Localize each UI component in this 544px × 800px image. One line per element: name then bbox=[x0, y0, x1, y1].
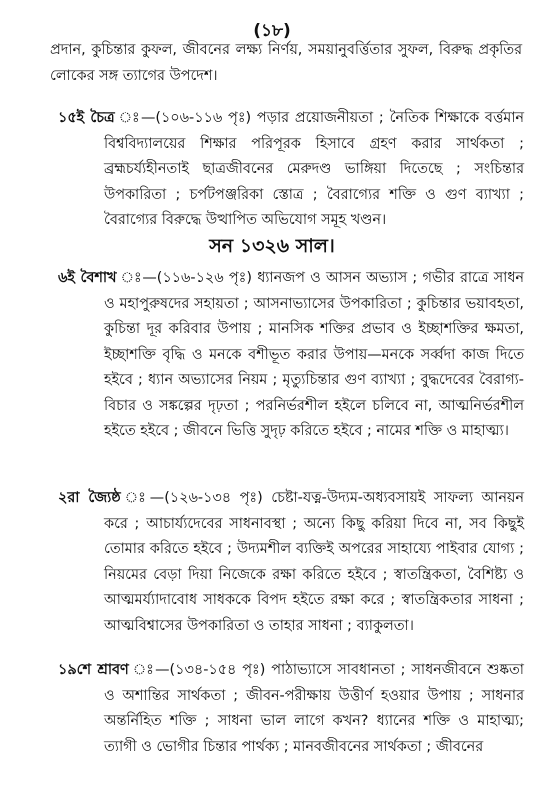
page-number: (১৮) bbox=[253, 21, 291, 41]
intro-paragraph: প্রদান, কুচিন্তার কুফল, জীবনের লক্ষ্য নির্ণয়, সময়ানুবর্ত্তিতার সুফল, বিরুদ্ধ প্রকৃতির লোকের সঙ্গ ত্যাগের উপদেশ। bbox=[50, 42, 522, 84]
entry-text: ঃ—(১২৬-১৩৪ পৃঃ) চেষ্টা-যত্ন-উদ্যম-অধ্যবসায়ই সাফল্য আনয়ন করে ; আচার্য্যদেবের সাধনাবস্থা ; অন্যে কিছু করিয়া দিবে না, সব কিছুই তোমার করিতে হইবে ; উদ্যমশীল ব্যক্তিই অপরের সাহায্যে পাইবার যোগ্য ; নিয়মের বেড়া দিয়া নিজেকে রক্ষা করিতে হইবে ; স্বাতন্ত্রিকতা, বৈশিষ্ট্য ও আত্মমর্য্যাদাবোধ সাধককে বিপদ হইতে রক্ষা করে ; স্বাতন্ত্রিকতার সাধনা ; আত্মবিশ্বাসের উপকারিতা ও তাহার সাধনা ; ব্যাকুলতা। bbox=[104, 490, 524, 634]
entry-date: ২রা জ্যৈষ্ঠ bbox=[58, 490, 121, 506]
entry-date: ৬ই বৈশাখ bbox=[58, 270, 117, 286]
entry-date: ১৯শে শ্রাবণ bbox=[58, 662, 129, 678]
entry-chaitra-15 bbox=[58, 106, 524, 234]
year-heading: সন ১৩২৬ সাল। bbox=[209, 235, 335, 257]
entry-text: ঃ—(১১৬-১২৬ পৃঃ) ধ্যানজপ ও আসন অভ্যাস ; গভীর রাত্রে সাধন ও মহাপুরুষদের সহায়তা ; আসনাভ্যাসের উপকারিতা ; কুচিন্তার ভয়াবহতা, কুচিন্তা দূর করিবার উপায় ; মানসিক শক্তির প্রভাব ও ইচ্ছাশক্তির ক্ষমতা, ইচ্ছাশক্তি বৃদ্ধি ও মনকে বশীভূত করার উপায়—মনকে সর্ব্বদা কাজ দিতে হইবে ; ধ্যান অভ্যাসের নিয়ম ; মৃত্যুচিন্তার গুণ ব্যাখ্যা ; বুদ্ধদেবের বৈরাগ্য-বিচার ও সঙ্কল্পের দৃঢ়তা ; পরনির্ভরশীল হইলে চলিবে না, আত্মনির্ভরশীল হইতে হইবে ; জীবনে ভিত্তি সুদৃঢ় করিতে হইবে ; নামের শক্তি ও মাহাত্ম্য। bbox=[104, 270, 524, 439]
entry-text: ঃ—(১০৬-১১৬ পৃঃ) পড়ার প্রয়োজনীয়তা ; নৈতিক শিক্ষাকে বর্ত্তমান বিশ্ববিদ্যালয়ের শিক্ষার পরিপূরক হিসাবে গ্রহণ করার সার্থকতা ; ব্রহ্মচর্য্যহীনতাই ছাত্রজীবনের মেরুদণ্ড ভাঙ্গিয়া দিতেছে ; সংচিন্তার উপকারিতা ; চর্পটপঞ্জরিকা স্তোত্র ; বৈরাগ্যের শক্তি ও গুণ ব্যাখ্যা ; বৈরাগ্যের বিরুদ্ধে উত্থাপিত অভিযোগ সমূহ খণ্ডন। bbox=[104, 110, 524, 228]
entry-shraban-19 bbox=[58, 658, 524, 760]
entry-date: ১৫ই চৈত্র bbox=[58, 110, 115, 126]
entry-text: ঃ—(১৩৪-১৫৪ পৃঃ) পাঠাভ্যাসে সাবধানতা ; সাধনজীবনে শুষ্কতা ও অশান্তির সার্থকতা ; জীবন-পরীক্ষায় উত্তীর্ণ হওয়ার উপায় ; সাধনার অন্তর্নিহিত শক্তি ; সাধনা ভাল লাগে কখন? ধ্যানের শক্তি ও মাহাত্ম্য; ত্যাগী ও ভোগীর চিন্তার পার্থক্য ; মানবজীবনের সার্থকতা ; জীবনের bbox=[104, 662, 524, 755]
entry-baishakh-6 bbox=[58, 266, 524, 445]
entry-jyaishtha-2 bbox=[58, 486, 524, 639]
